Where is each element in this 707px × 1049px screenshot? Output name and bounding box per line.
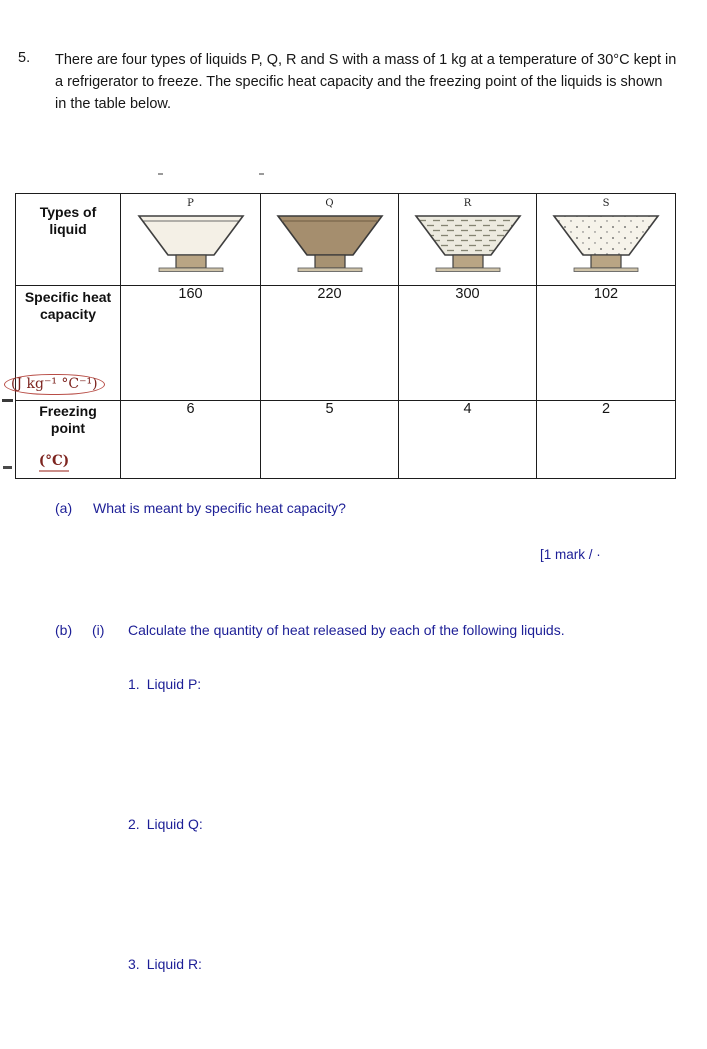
- liquid-p-label: P: [187, 198, 194, 209]
- part-a: [55, 500, 346, 516]
- cell-liquid-r-picture: [399, 194, 537, 286]
- shc-value-r: 300: [399, 286, 537, 401]
- part-a-label: (a): [55, 500, 73, 516]
- question-header: [18, 50, 680, 115]
- part-b: [55, 622, 565, 638]
- freezing-value-q: 5: [261, 401, 399, 479]
- cell-liquid-s-picture: [537, 194, 676, 286]
- table-row-types: [16, 194, 676, 286]
- table-row-freezing: [16, 401, 676, 479]
- part-a-text: What is meant by specific heat capacity?: [93, 500, 346, 516]
- row-header-freezing: [16, 401, 121, 479]
- liquid-s-label: S: [602, 198, 610, 209]
- shc-value-q: 220: [261, 286, 399, 401]
- liquid-r-label: R: [463, 198, 472, 209]
- freezing-header: Freezing point: [39, 403, 97, 436]
- mark-note: [1 mark / ·: [540, 547, 601, 562]
- cell-liquid-p-picture: [121, 194, 261, 286]
- freezing-value-r: 4: [399, 401, 537, 479]
- shc-value-p: 160: [121, 286, 261, 401]
- part-b-sub-label: (i): [92, 622, 105, 638]
- beaker-s-icon: [550, 213, 662, 277]
- row-header-types: [16, 194, 121, 286]
- beaker-p-icon: [135, 213, 247, 277]
- freezing-value-s: 2: [537, 401, 676, 479]
- item-number: 3.: [128, 956, 140, 972]
- item-number: 1.: [128, 676, 140, 692]
- liquids-table: [11, 193, 676, 479]
- item-text: Liquid Q:: [146, 816, 203, 832]
- question-text: There are four types of liquids P, Q, R and S with a mass of 1 kg at a temperature of 30°C kept in a refrigerator to freeze. The specific heat capacity and the freezing point of the liquids is shown in the table below.: [55, 52, 677, 112]
- table-row-shc: [16, 286, 676, 401]
- question-number: 5.: [18, 50, 31, 66]
- beaker-r-icon: [412, 213, 524, 277]
- freezing-value-p: 6: [121, 401, 261, 479]
- types-header: Types of liquid: [39, 204, 97, 237]
- item-text: Liquid R:: [146, 956, 202, 972]
- row-header-shc: [11, 286, 121, 401]
- list-item-liquid-q: [128, 816, 203, 832]
- stray-mark: [3, 466, 12, 469]
- part-b-text: Calculate the quantity of heat released by each of the following liquids.: [128, 622, 565, 638]
- item-number: 2.: [128, 816, 140, 832]
- liquid-q-label: Q: [325, 198, 334, 209]
- shc-unit: (J kg⁻¹ °C⁻¹): [4, 374, 105, 395]
- freezing-unit: (°C): [39, 453, 69, 472]
- cell-liquid-q-picture: [261, 194, 399, 286]
- list-item-liquid-p: [128, 676, 201, 692]
- part-b-label: (b): [55, 622, 73, 638]
- item-text: Liquid P:: [146, 676, 202, 692]
- stray-mark: [259, 173, 264, 175]
- list-item-liquid-r: [128, 956, 202, 972]
- shc-header: Specific heat capacity: [24, 289, 112, 322]
- shc-value-s: 102: [537, 286, 676, 401]
- beaker-q-icon: [274, 213, 386, 277]
- stray-mark: [2, 399, 13, 402]
- stray-mark: [158, 173, 163, 175]
